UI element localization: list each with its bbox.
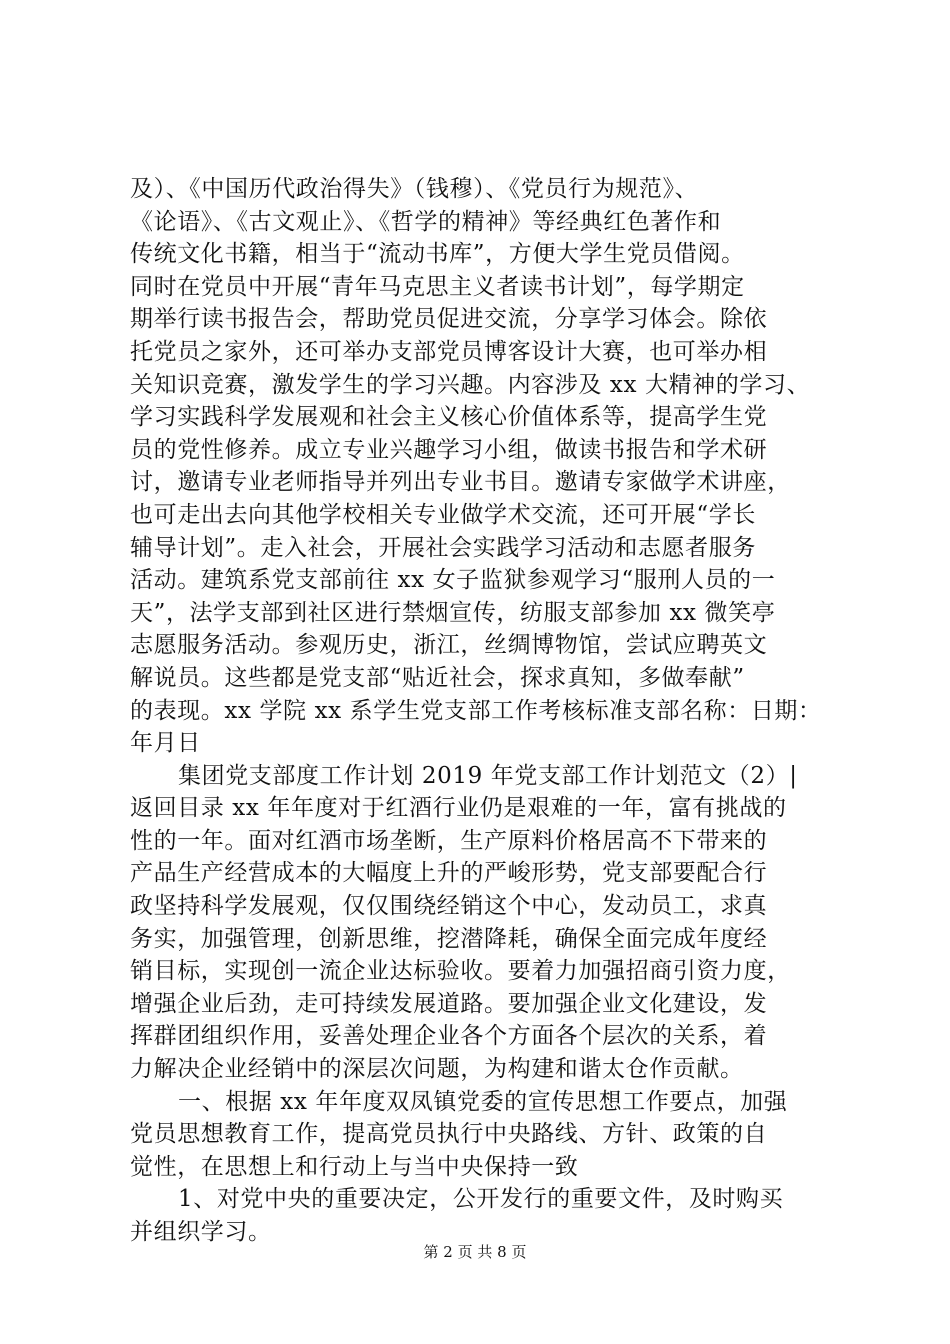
text-line: 辅导计划”。走入社会，开展社会实践学习活动和志愿者服务 [130,534,756,561]
page-number: 第 2 页 共 8 页 [423,1243,527,1261]
text-line: 传统文化书籍，相当于“流动书库”，方便大学生党员借阅。 [130,241,745,268]
text-line: 销目标，实现创一流企业达标验收。要着力加强招商引资力度， [130,958,791,985]
text-line: 活动。建筑系党支部前往 xx 女子监狱参观学习“服刑人员的一 [130,567,776,594]
text-line: 年月日 [130,730,201,757]
text-line: 天”，法学支部到社区进行禁烟宣传，纺服支部参加 xx 微笑亭 [130,599,776,626]
text-line: 力解决企业经销中的深层次问题，为构建和谐太仓作贡献。 [130,1056,744,1083]
page-footer [0,1242,950,1262]
text-line: 产品生产经营成本的大幅度上升的严峻形势，党支部要配合行 [130,860,768,887]
text-line: 志愿服务活动。参观历史，浙江，丝绸博物馆，尝试应聘英文 [130,632,768,659]
text-line: 的表现。xx 学院 xx 系学生党支部工作考核标准支部名称：日期： [130,697,822,724]
document-body [130,173,830,1249]
text-line: 务实，加强管理，创新思维，挖潜降耗，确保全面完成年度经 [130,925,768,952]
text-line: 讨，邀请专业老师指导并列出专业书目。邀请专家做学术讲座， [130,469,791,496]
section-heading-line: 集团党支部度工作计划 2019 年党支部工作计划范文（2）| [178,762,798,789]
text-line: 期举行读书报告会，帮助党员促进交流，分享学习体会。除依 [130,306,768,333]
text-line: 觉性，在思想上和行动上与当中央保持一致 [130,1153,579,1180]
text-line: 也可走出去向其他学校相关专业做学术交流，还可开展“学长 [130,501,756,528]
text-line: 政坚持科学发展观，仅仅围绕经销这个中心，发动员工，求真 [130,893,768,920]
text-line: 增强企业后劲，走可持续发展道路。要加强企业文化建设，发 [130,990,768,1017]
text-line: 《论语》、《古文观止》、《哲学的精神》等经典红色著作和 [130,208,722,235]
text-line: 同时在党员中开展“青年马克思主义者读书计划”，每学期定 [130,273,745,300]
text-line: 挥群团组织作用，妥善处理企业各个方面各个层次的关系，着 [130,1023,768,1050]
text-line: 返回目录 xx 年年度对于红酒行业仍是艰难的一年，富有挑战的 [130,795,787,822]
text-line: 性的一年。面对红酒市场垄断，生产原料价格居高不下带来的 [130,827,768,854]
text-line: 解说员。这些都是党支部“贴近社会，探求真知，多做奉献” [130,664,745,691]
text-line: 员的党性修养。成立专业兴趣学习小组，做读书报告和学术研 [130,436,768,463]
text-line: 及）、《中国历代政治得失》（钱穆）、《党员行为规范》、 [130,176,699,202]
text-line: 托党员之家外，还可举办支部党员博客设计大赛，也可举办相 [130,338,768,365]
paragraph-start-line: 1、对党中央的重要决定，公开发行的重要文件，及时购买 [178,1186,784,1213]
text-line: 党员思想教育工作，提高党员执行中央路线、方针、政策的自 [130,1121,768,1148]
text-line: 关知识竞赛，激发学生的学习兴趣。内容涉及 xx 大精神的学习、 [130,371,811,398]
paragraph-start-line: 一、根据 xx 年年度双凤镇党委的宣传思想工作要点，加强 [178,1088,788,1115]
text-line: 学习实践科学发展观和社会主义核心价值体系等，提高学生党 [130,404,768,431]
text-line: 并组织学习。 [130,1219,272,1245]
